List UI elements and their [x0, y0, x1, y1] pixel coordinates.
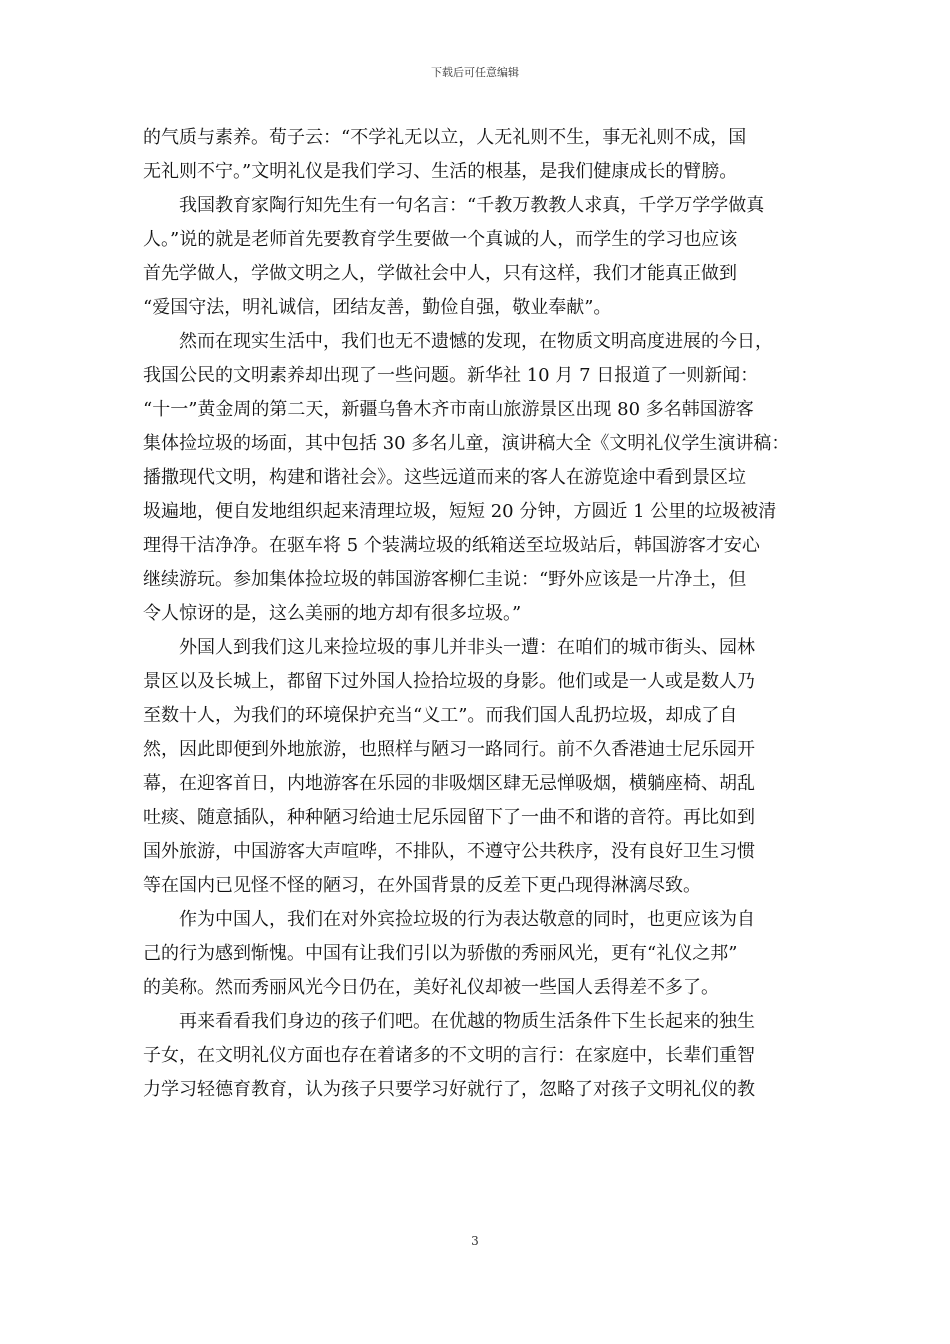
text-line: 作为中国人，我们在对外宾捡垃圾的行为表达敬意的同时，也更应该为自 — [179, 909, 755, 930]
text-line: 的美称。然而秀丽风光今日仍在，美好礼仪却被一些国人丢得差不多了。 — [143, 977, 719, 998]
text-line: 幕，在迎客首日，内地游客在乐园的非吸烟区肆无忌惮吸烟，横躺座椅、胡乱 — [143, 773, 755, 794]
text-line: 我国公民的文明素养却出现了一些问题。新华社 10 月 7 日报道了一则新闻： — [143, 365, 759, 386]
text-line: 子女，在文明礼仪方面也存在着诸多的不文明的言行：在家庭中，长辈们重智 — [143, 1045, 755, 1066]
text-line: 再来看看我们身边的孩子们吧。在优越的物质生活条件下生长起来的独生 — [179, 1011, 755, 1032]
text-line: 至数十人，为我们的环境保护充当“义工”。而我们国人乱扔垃圾，却成了自 — [143, 705, 738, 726]
paragraph — [143, 121, 807, 189]
text-line: 我国教育家陶行知先生有一句名言：“千教万教教人求真，千学万学学做真 — [179, 195, 765, 216]
paragraph — [143, 1005, 807, 1107]
document-body — [143, 121, 807, 1107]
text-line: 无礼则不宁。”文明礼仪是我们学习、生活的根基，是我们健康成长的臂膀。 — [143, 161, 738, 182]
text-line: 令人惊讶的是，这么美丽的地方却有很多垃圾。” — [143, 603, 522, 624]
text-line: 国外旅游，中国游客大声喧哗，不排队，不遵守公共秩序，没有良好卫生习惯 — [143, 841, 755, 862]
text-line: 集体捡垃圾的场面，其中包括 30 多名儿童，演讲稿大全《文明礼仪学生演讲稿： — [143, 433, 790, 454]
text-line: 力学习轻德育教育，认为孩子只要学习好就行了，忽略了对孩子文明礼仪的教 — [143, 1079, 755, 1100]
text-line: 然而在现实生活中，我们也无不遗憾的发现，在物质文明高度进展的今日， — [179, 331, 773, 352]
text-line: 圾遍地，便自发地组织起来清理垃圾，短短 20 分钟，方圆近 1 公里的垃圾被清 — [143, 501, 777, 522]
text-line: 理得干洁净净。在驱车将 5 个装满垃圾的纸箱送至垃圾站后，韩国游客才安心 — [143, 535, 760, 556]
text-line: 然，因此即便到外地旅游，也照样与陋习一路同行。前不久香港迪士尼乐园开 — [143, 739, 755, 760]
text-line: “十一”黄金周的第二天，新疆乌鲁木齐市南山旅游景区出现 80 多名韩国游客 — [143, 399, 754, 420]
paragraph — [143, 325, 807, 631]
text-line: 播撒现代文明，构建和谐社会》。这些远道而来的客人在游览途中看到景区垃 — [143, 467, 746, 488]
text-line: 外国人到我们这儿来捡垃圾的事儿并非头一遭：在咱们的城市街头、园林 — [179, 637, 755, 658]
text-line: 等在国内已见怪不怪的陋习，在外国背景的反差下更凸现得淋漓尽致。 — [143, 875, 701, 896]
text-line: 己的行为感到惭愧。中国有让我们引以为骄傲的秀丽风光，更有“礼仪之邦” — [143, 943, 738, 964]
paragraph — [143, 903, 807, 1005]
text-line: 首先学做人，学做文明之人，学做社会中人，只有这样，我们才能真正做到 — [143, 263, 737, 284]
page-number: 3 — [471, 1234, 479, 1248]
text-line: 的气质与素养。荀子云：“不学礼无以立，人无礼则不生，事无礼则不成，国 — [143, 127, 747, 148]
text-line: 继续游玩。参加集体捡垃圾的韩国游客柳仁圭说：“野外应该是一片净土，但 — [143, 569, 747, 590]
paragraph — [143, 631, 807, 903]
page-header: 下载后可任意编辑 — [431, 66, 519, 79]
paragraph — [143, 189, 807, 325]
text-line: 人。”说的就是老师首先要教育学生要做一个真诚的人，而学生的学习也应该 — [143, 229, 738, 250]
text-line: 景区以及长城上，都留下过外国人捡拾垃圾的身影。他们或是一人或是数人乃 — [143, 671, 755, 692]
text-line: “爱国守法，明礼诚信，团结友善，勤俭自强，敬业奉献”。 — [143, 297, 612, 318]
text-line: 吐痰、随意插队，种种陋习给迪士尼乐园留下了一曲不和谐的音符。再比如到 — [143, 807, 755, 828]
